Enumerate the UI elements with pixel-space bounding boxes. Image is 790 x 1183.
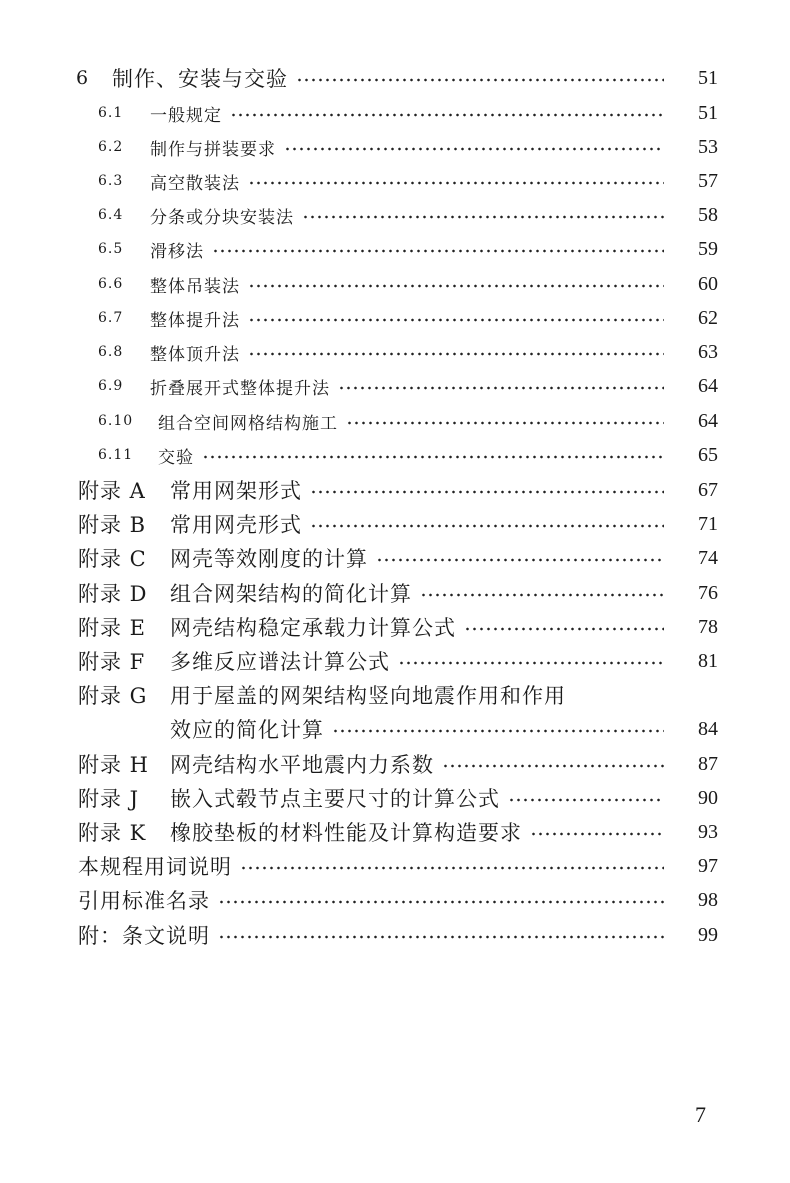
appendix-label: 附录 H	[78, 753, 149, 777]
toc-section[interactable]	[0, 164, 790, 198]
extra-title: 附：条文说明	[78, 924, 210, 948]
dot-leader	[310, 490, 664, 494]
appendix-label: 附录 D	[78, 582, 148, 606]
appendix-label: 附录 G	[78, 684, 148, 708]
dot-leader	[218, 935, 664, 939]
chapter-title: 制作、安装与交验	[112, 67, 288, 91]
appendix-title: 嵌入式毂节点主要尺寸的计算公式	[170, 787, 500, 811]
section-title: 组合空间网格结构施工	[158, 413, 338, 434]
appendix-label: 附录 A	[78, 479, 146, 503]
extra-page: 98	[698, 888, 718, 911]
section-number: 6.8	[98, 344, 124, 360]
section-page: 63	[698, 340, 718, 363]
section-title: 分条或分块安装法	[150, 207, 294, 228]
extra-page: 97	[698, 854, 718, 877]
extra-title: 引用标准名录	[78, 889, 210, 913]
toc-appendix-f[interactable]	[0, 644, 790, 678]
toc-appendix-a[interactable]	[0, 473, 790, 507]
appendix-title: 网壳等效刚度的计算	[170, 547, 368, 571]
dot-leader	[376, 558, 664, 562]
dot-leader	[296, 78, 664, 82]
toc-terms-explanation[interactable]	[0, 849, 790, 883]
appendix-label: 附录 E	[78, 616, 147, 640]
extra-page: 99	[698, 923, 718, 946]
appendix-page: 87	[698, 752, 718, 775]
section-page: 53	[698, 135, 718, 158]
appendix-page: 71	[698, 512, 718, 535]
section-number: 6.1	[98, 105, 124, 121]
toc-appendix-c[interactable]	[0, 541, 790, 575]
chapter-page: 51	[698, 66, 718, 89]
appendix-label: 附录 B	[78, 513, 147, 537]
section-number: 6.11	[98, 447, 134, 463]
dot-leader	[332, 729, 664, 733]
section-page: 57	[698, 169, 718, 192]
toc-chapter-6[interactable]	[0, 61, 790, 95]
appendix-page: 74	[698, 546, 718, 569]
toc-section[interactable]	[0, 335, 790, 369]
section-number: 6.10	[98, 413, 134, 429]
section-page: 51	[698, 101, 718, 124]
dot-leader	[248, 318, 664, 322]
section-page: 65	[698, 443, 718, 466]
section-title: 交验	[158, 447, 194, 468]
section-page: 64	[698, 374, 718, 397]
dot-leader	[464, 627, 664, 631]
section-number: 6.3	[98, 173, 124, 189]
toc-section[interactable]	[0, 198, 790, 232]
dot-leader	[248, 181, 664, 185]
section-page: 59	[698, 237, 718, 260]
appendix-title: 网壳结构水平地震内力系数	[170, 753, 434, 777]
dot-leader	[420, 593, 664, 597]
appendix-label: 附录 F	[78, 650, 146, 674]
section-title: 整体顶升法	[150, 344, 240, 365]
appendix-page: 78	[698, 615, 718, 638]
section-number: 6.4	[98, 207, 124, 223]
section-number: 6.5	[98, 241, 124, 257]
appendix-title: 网壳结构稳定承载力计算公式	[170, 616, 456, 640]
section-title: 制作与拼装要求	[150, 139, 276, 160]
toc-section[interactable]	[0, 438, 790, 472]
section-title: 滑移法	[150, 241, 204, 262]
toc-appendix-j[interactable]	[0, 781, 790, 815]
section-title: 折叠展开式整体提升法	[150, 378, 330, 399]
dot-leader	[218, 900, 664, 904]
dot-leader	[302, 215, 664, 219]
toc-referenced-standards[interactable]	[0, 883, 790, 917]
toc-appendix-k[interactable]	[0, 815, 790, 849]
toc-clause-explanation[interactable]	[0, 918, 790, 952]
dot-leader	[310, 524, 664, 528]
appendix-title: 常用网壳形式	[170, 513, 302, 537]
dot-leader	[398, 661, 664, 665]
appendix-page: 90	[698, 786, 718, 809]
page-number: 7	[695, 1102, 706, 1127]
appendix-page: 76	[698, 581, 718, 604]
section-number: 6.6	[98, 276, 124, 292]
dot-leader	[230, 113, 664, 117]
toc-appendix-g[interactable]	[0, 678, 790, 712]
appendix-title: 组合网架结构的简化计算	[170, 582, 412, 606]
section-number: 6.2	[98, 139, 124, 155]
dot-leader	[240, 866, 664, 870]
section-title: 高空散装法	[150, 173, 240, 194]
toc-section[interactable]	[0, 301, 790, 335]
dot-leader	[212, 249, 664, 253]
dot-leader	[442, 764, 664, 768]
dot-leader	[530, 832, 664, 836]
section-title: 整体提升法	[150, 310, 240, 331]
appendix-title: 橡胶垫板的材料性能及计算构造要求	[170, 821, 522, 845]
section-page: 62	[698, 306, 718, 329]
appendix-page: 67	[698, 478, 718, 501]
toc-appendix-g-continued[interactable]	[0, 712, 790, 746]
appendix-label: 附录 K	[78, 821, 147, 845]
dot-leader	[248, 352, 664, 356]
dot-leader	[248, 284, 664, 288]
toc-section[interactable]	[0, 130, 790, 164]
section-title: 一般规定	[150, 105, 222, 126]
section-title: 整体吊装法	[150, 276, 240, 297]
extra-title: 本规程用词说明	[78, 855, 232, 879]
appendix-title: 用于屋盖的网架结构竖向地震作用和作用	[170, 684, 566, 708]
toc-appendix-b[interactable]	[0, 507, 790, 541]
toc-appendix-d[interactable]	[0, 576, 790, 610]
dot-leader	[338, 386, 664, 390]
section-number: 6.7	[98, 310, 124, 326]
dot-leader	[346, 421, 664, 425]
appendix-title: 常用网架形式	[170, 479, 302, 503]
toc-section[interactable]	[0, 404, 790, 438]
dot-leader	[284, 147, 664, 151]
section-page: 64	[698, 409, 718, 432]
appendix-page: 81	[698, 649, 718, 672]
section-page: 60	[698, 272, 718, 295]
appendix-label: 附录 C	[78, 547, 147, 571]
dot-leader	[202, 455, 664, 459]
dot-leader	[508, 798, 664, 802]
toc-section[interactable]	[0, 232, 790, 266]
appendix-title-continued: 效应的简化计算	[170, 718, 324, 742]
toc-appendix-h[interactable]	[0, 747, 790, 781]
appendix-page: 84	[698, 717, 718, 740]
chapter-number: 6	[76, 67, 89, 89]
appendix-title: 多维反应谱法计算公式	[170, 650, 390, 674]
section-page: 58	[698, 203, 718, 226]
toc-appendix-e[interactable]	[0, 610, 790, 644]
toc-section[interactable]	[0, 369, 790, 403]
section-number: 6.9	[98, 378, 124, 394]
appendix-page: 93	[698, 820, 718, 843]
appendix-label: 附录 J	[78, 787, 140, 811]
toc-section[interactable]	[0, 267, 790, 301]
toc-section[interactable]	[0, 96, 790, 130]
